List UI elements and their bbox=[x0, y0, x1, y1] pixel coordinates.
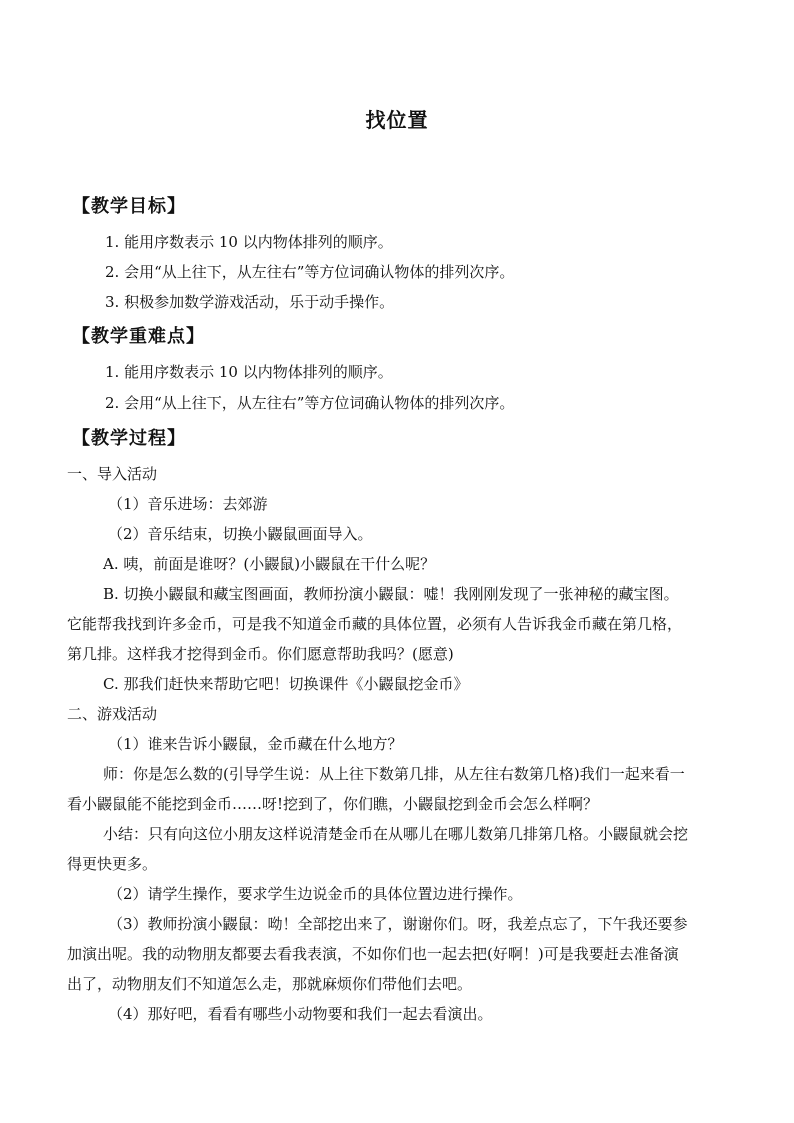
process-line: 出了，动物朋友们不知道怎么走，那就麻烦你们带他们去吧。 bbox=[67, 975, 473, 993]
process-line: 加演出呢。我的动物朋友都要去看我表演，不如你们也一起去把(好啊！)可是我要赶去准备演 bbox=[67, 945, 679, 963]
process-line: B. 切换小鼹鼠和藏宝图画面，教师扮演小鼹鼠：嘘！我刚刚发现了一张神秘的藏宝图。 bbox=[103, 585, 679, 603]
process-line: 看小鼹鼠能不能挖到金币……呀!挖到了，你们瞧，小鼹鼠挖到金币会怎么样啊？ bbox=[67, 795, 599, 813]
process-line: 小结：只有向这位小朋友这样说清楚金币在从哪儿在哪儿数第几排第几格。小鼹鼠就会挖 bbox=[103, 825, 689, 843]
process-line: 它能帮我找到许多金币，可是我不知道金币藏的具体位置，必须有人告诉我金币藏在第几格， bbox=[67, 615, 683, 633]
process-part-title: 一、导入活动 bbox=[67, 465, 158, 483]
process-line: （3）教师扮演小鼹鼠：呦！全部挖出来了，谢谢你们。呀，我差点忘了，下午我还要参 bbox=[108, 915, 688, 933]
process-line: （1）谁来告诉小鼹鼠，金币藏在什么地方？ bbox=[108, 735, 403, 753]
goal-item: 1. 能用序数表示 10 以内物体排列的顺序。 bbox=[105, 233, 393, 251]
goal-item: 2. 会用“从上往下，从左往右”等方位词确认物体的排列次序。 bbox=[105, 263, 515, 281]
section-heading-process: 【教学过程】 bbox=[72, 428, 186, 449]
keypoint-item: 2. 会用“从上往下，从左往右”等方位词确认物体的排列次序。 bbox=[105, 394, 515, 412]
process-line: （1）音乐进场：去郊游 bbox=[108, 495, 268, 513]
process-line: A. 咦，前面是谁呀？(小鼹鼠)小鼹鼠在干什么呢？ bbox=[103, 555, 436, 573]
process-line: （2）请学生操作，要求学生边说金币的具体位置边进行操作。 bbox=[108, 885, 523, 903]
process-line: 得更快更多。 bbox=[67, 855, 158, 873]
process-line: （4）那好吧，看看有哪些小动物要和我们一起去看演出。 bbox=[108, 1005, 493, 1023]
process-line: 师：你是怎么数的(引导学生说：从上往下数第几排，从左往右数第几格)我们一起来看一 bbox=[103, 765, 685, 783]
page-title: 找位置 bbox=[365, 108, 429, 132]
goal-item: 3. 积极参加数学游戏活动，乐于动手操作。 bbox=[105, 293, 395, 311]
process-line: C. 那我们赶快来帮助它吧！切换课件《小鼹鼠挖金币》 bbox=[103, 675, 469, 693]
section-heading-keypoints: 【教学重难点】 bbox=[72, 326, 205, 347]
keypoint-item: 1. 能用序数表示 10 以内物体排列的顺序。 bbox=[105, 363, 393, 381]
process-part-title: 二、游戏活动 bbox=[67, 705, 158, 723]
process-line: （2）音乐结束，切换小鼹鼠画面导入。 bbox=[108, 525, 373, 543]
section-heading-goals: 【教学目标】 bbox=[72, 196, 186, 217]
process-line: 第几排。这样我才挖得到金币。你们愿意帮助我吗？(愿意) bbox=[67, 645, 454, 663]
